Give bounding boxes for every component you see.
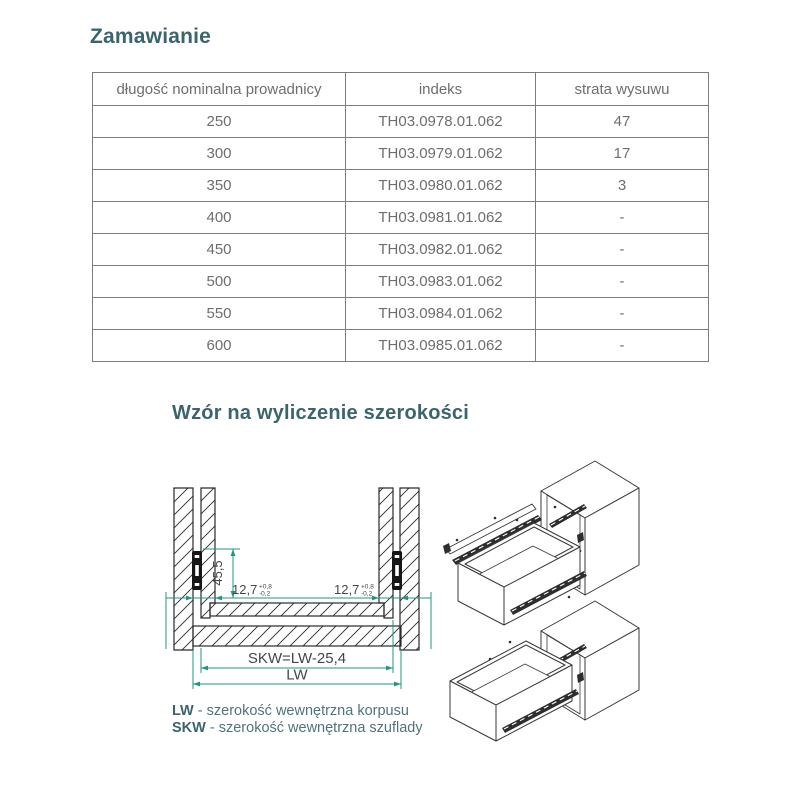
slide-left [192, 551, 202, 590]
table-row [93, 202, 709, 234]
legend-term-skw: SKW [172, 720, 206, 736]
cell-loss: - [536, 266, 709, 298]
dim-label-lw: LW [286, 666, 308, 684]
cell-loss: 3 [536, 170, 709, 202]
isometric-bottom-figure [450, 601, 639, 741]
legend-desc-lw: - szerokość wewnętrzna korpusu [197, 703, 409, 719]
dim-label-skw: SKW=LW-25,4 [247, 650, 347, 667]
cell-index: TH03.0983.01.062 [346, 266, 536, 298]
tolerance-plus: +0,8 [259, 583, 272, 591]
dim-label-12-7-right: 12,7 [334, 582, 360, 597]
cell-index: TH03.0982.01.062 [346, 234, 536, 266]
col-header-loss: strata wysuwu [536, 73, 709, 106]
cell-length: 250 [93, 106, 346, 138]
isometric-top-figure [443, 461, 639, 625]
cell-index: TH03.0984.01.062 [346, 298, 536, 330]
table-row [93, 170, 709, 202]
table-header-row [93, 73, 709, 106]
cell-loss: - [536, 234, 709, 266]
table-row [93, 298, 709, 330]
cell-loss: - [536, 330, 709, 362]
slide-right [392, 551, 402, 590]
cell-index: TH03.0981.01.062 [346, 202, 536, 234]
cell-index: TH03.0980.01.062 [346, 170, 536, 202]
tolerance-minus: -0,2 [361, 590, 373, 598]
isometric-figures [440, 450, 670, 745]
legend-term-lw: LW [172, 703, 194, 719]
legend-item-skw [172, 720, 423, 737]
table-row [93, 138, 709, 170]
cell-length: 550 [93, 298, 346, 330]
drawer-bottom-panel [210, 603, 384, 616]
cell-index: TH03.0985.01.062 [346, 330, 536, 362]
table-row [93, 330, 709, 362]
cabinet-side-right [400, 488, 419, 650]
cell-index: TH03.0978.01.062 [346, 106, 536, 138]
cell-loss: - [536, 202, 709, 234]
legend-item-lw [172, 703, 423, 720]
dimension-labels [210, 560, 374, 683]
legend-desc-skw: - szerokość wewnętrzna szuflady [209, 720, 423, 736]
cell-loss: - [536, 298, 709, 330]
cell-loss: 17 [536, 138, 709, 170]
cell-length: 300 [93, 138, 346, 170]
cell-length: 500 [93, 266, 346, 298]
dim-label-45-5: 45,5 [210, 560, 225, 586]
section-title-ordering: Zamawianie [90, 25, 212, 48]
col-header-length: długość nominalna prowadnicy [93, 73, 346, 106]
cabinet-bottom-panel [193, 626, 401, 646]
dim-label-12-7-left: 12,7 [232, 582, 258, 597]
cell-loss: 47 [536, 106, 709, 138]
ordering-table [92, 72, 709, 362]
section-title-formula: Wzór na wyliczenie szerokości [172, 402, 470, 424]
tolerance-plus: +0,8 [361, 583, 374, 591]
col-header-index: indeks [346, 73, 536, 106]
cabinet-side-left [174, 488, 193, 650]
legend [172, 703, 423, 737]
cell-index: TH03.0979.01.062 [346, 138, 536, 170]
table-row [93, 106, 709, 138]
table-row [93, 266, 709, 298]
cell-length: 600 [93, 330, 346, 362]
cell-length: 450 [93, 234, 346, 266]
cell-length: 350 [93, 170, 346, 202]
cross-section-figure [160, 460, 450, 710]
cell-length: 400 [93, 202, 346, 234]
table-row [93, 234, 709, 266]
tolerance-minus: -0,2 [259, 590, 271, 598]
